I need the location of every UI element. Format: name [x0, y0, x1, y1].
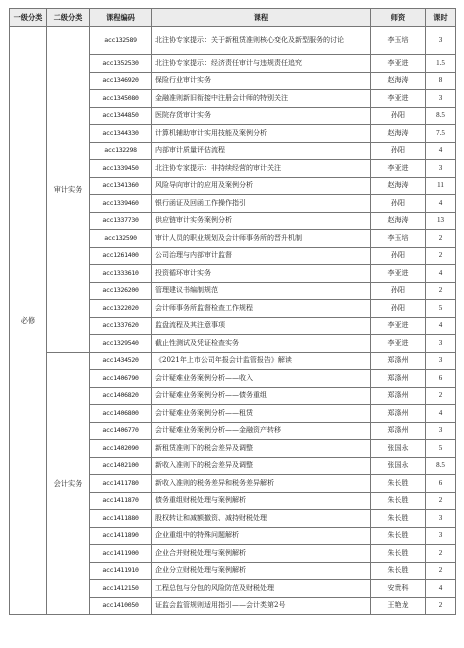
- hours-cell: 8.5: [426, 457, 456, 475]
- hours-cell: 8: [426, 72, 456, 90]
- course-name-cell: 投资循环审计实务: [152, 265, 371, 283]
- category1-cell: 必修: [10, 27, 47, 615]
- course-name-cell: 股权转让和减额撤资、减持财税处理: [152, 510, 371, 528]
- hours-cell: 3: [426, 27, 456, 55]
- course-code-cell: acc1411880: [90, 510, 152, 528]
- header-course-code: 课程编码: [90, 9, 152, 27]
- teacher-cell: 李亚进: [371, 317, 426, 335]
- teacher-cell: 张国永: [371, 457, 426, 475]
- course-name-cell: 新收入准则下的税会差异及调整: [152, 457, 371, 475]
- course-name-cell: 企业分立财税处理与案例解析: [152, 562, 371, 580]
- teacher-cell: 孙阳: [371, 247, 426, 265]
- course-code-cell: acc1411910: [90, 562, 152, 580]
- category2-cell-audit: 审计实务: [47, 27, 90, 353]
- course-name-cell: 债务重组财税处理与案例解析: [152, 492, 371, 510]
- hours-cell: 3: [426, 90, 456, 108]
- course-code-cell: acc1326200: [90, 282, 152, 300]
- hours-cell: 4: [426, 265, 456, 283]
- course-code-cell: acc1406800: [90, 405, 152, 423]
- course-name-cell: 管理建议书编制规范: [152, 282, 371, 300]
- hours-cell: 3: [426, 510, 456, 528]
- course-code-cell: acc1411870: [90, 492, 152, 510]
- course-code-cell: acc132590: [90, 230, 152, 248]
- course-code-cell: acc1344330: [90, 125, 152, 143]
- course-code-cell: acc1406770: [90, 422, 152, 440]
- course-name-cell: 会计疑难业务案例分析——收入: [152, 370, 371, 388]
- course-code-cell: acc132589: [90, 27, 152, 55]
- hours-cell: 11: [426, 177, 456, 195]
- teacher-cell: 安贵科: [371, 580, 426, 598]
- hours-cell: 3: [426, 160, 456, 178]
- course-name-cell: 会计疑难业务案例分析——金融资产转移: [152, 422, 371, 440]
- course-code-cell: acc1333610: [90, 265, 152, 283]
- teacher-cell: 孙阳: [371, 300, 426, 318]
- course-name-cell: 企业重组中的特殊问题解析: [152, 527, 371, 545]
- course-code-cell: acc1411780: [90, 475, 152, 493]
- hours-cell: 3: [426, 527, 456, 545]
- teacher-cell: 李亚进: [371, 160, 426, 178]
- hours-cell: 4: [426, 195, 456, 213]
- hours-cell: 13: [426, 212, 456, 230]
- teacher-cell: 朱长胜: [371, 492, 426, 510]
- hours-cell: 4: [426, 405, 456, 423]
- teacher-cell: 赵海涛: [371, 212, 426, 230]
- course-name-cell: 会计疑难业务案例分析——债务重组: [152, 387, 371, 405]
- teacher-cell: 赵海涛: [371, 177, 426, 195]
- hours-cell: 4: [426, 317, 456, 335]
- course-name-cell: 医院存货审计实务: [152, 107, 371, 125]
- teacher-cell: 郑涤州: [371, 422, 426, 440]
- course-code-cell: acc1261400: [90, 247, 152, 265]
- teacher-cell: 孙阳: [371, 142, 426, 160]
- header-hours: 课时: [426, 9, 456, 27]
- table-row: [10, 352, 456, 370]
- hours-cell: 1.5: [426, 55, 456, 73]
- hours-cell: 2: [426, 545, 456, 563]
- course-code-cell: acc132298: [90, 142, 152, 160]
- course-name-cell: 风险导向审计的应用及案例分析: [152, 177, 371, 195]
- course-name-cell: 银行函证及回函工作操作指引: [152, 195, 371, 213]
- course-code-cell: acc1406820: [90, 387, 152, 405]
- teacher-cell: 郑涤州: [371, 352, 426, 370]
- course-name-cell: 新收入准则的税务差异和税务差异解析: [152, 475, 371, 493]
- teacher-cell: 郑涤州: [371, 405, 426, 423]
- course-name-cell: 新租赁准则下的税会差异及调整: [152, 440, 371, 458]
- hours-cell: 4: [426, 142, 456, 160]
- hours-cell: 2: [426, 492, 456, 510]
- hours-cell: 3: [426, 335, 456, 353]
- course-name-cell: 北注协专家提示：经济责任审计与违规责任追究: [152, 55, 371, 73]
- course-name-cell: 会计师事务所监督检查工作规程: [152, 300, 371, 318]
- hours-cell: 3: [426, 352, 456, 370]
- course-code-cell: acc1434520: [90, 352, 152, 370]
- course-code-cell: acc1341360: [90, 177, 152, 195]
- teacher-cell: 李亚进: [371, 90, 426, 108]
- teacher-cell: 郑涤州: [371, 387, 426, 405]
- teacher-cell: 李亚进: [371, 335, 426, 353]
- hours-cell: 3: [426, 422, 456, 440]
- course-table: [9, 8, 456, 615]
- teacher-cell: 朱长胜: [371, 527, 426, 545]
- course-name-cell: 企业合并财税处理与案例解析: [152, 545, 371, 563]
- teacher-cell: 孙阳: [371, 107, 426, 125]
- course-name-cell: 《2021年上市公司年报会计监管报告》解读: [152, 352, 371, 370]
- teacher-cell: 赵海涛: [371, 72, 426, 90]
- course-name-cell: 公司治理与内部审计监督: [152, 247, 371, 265]
- course-code-cell: acc1329540: [90, 335, 152, 353]
- hours-cell: 6: [426, 370, 456, 388]
- course-name-cell: 北注协专家提示：非持续经营的审计关注: [152, 160, 371, 178]
- hours-cell: 5: [426, 300, 456, 318]
- teacher-cell: 张国永: [371, 440, 426, 458]
- header-category2: 二级分类: [47, 9, 90, 27]
- course-code-cell: acc1411890: [90, 527, 152, 545]
- course-code-cell: acc1322020: [90, 300, 152, 318]
- hours-cell: 2: [426, 562, 456, 580]
- course-code-cell: acc1410050: [90, 597, 152, 615]
- teacher-cell: 郑涤州: [371, 370, 426, 388]
- teacher-cell: 李亚进: [371, 55, 426, 73]
- course-code-cell: acc1339450: [90, 160, 152, 178]
- course-name-cell: 证监会监管规则适用指引——会计类第2号: [152, 597, 371, 615]
- header-row: [10, 9, 456, 27]
- hours-cell: 6: [426, 475, 456, 493]
- course-name-cell: 工程总包与分包的风险防范及财税处理: [152, 580, 371, 598]
- teacher-cell: 孙阳: [371, 282, 426, 300]
- course-name-cell: 审计人员的职业规划及会计师事务所的晋升机制: [152, 230, 371, 248]
- hours-cell: 2: [426, 597, 456, 615]
- course-name-cell: 截止性测试及凭证检查实务: [152, 335, 371, 353]
- teacher-cell: 李玉培: [371, 27, 426, 55]
- course-name-cell: 会计疑难业务案例分析——租赁: [152, 405, 371, 423]
- course-table-container: [9, 8, 455, 615]
- hours-cell: 5: [426, 440, 456, 458]
- course-name-cell: 计算机辅助审计实用技能及案例分析: [152, 125, 371, 143]
- hours-cell: 2: [426, 247, 456, 265]
- teacher-cell: 朱长胜: [371, 475, 426, 493]
- course-name-cell: 监盘流程及其注意事项: [152, 317, 371, 335]
- table-header: [10, 9, 456, 27]
- teacher-cell: 王艳龙: [371, 597, 426, 615]
- course-code-cell: acc1339460: [90, 195, 152, 213]
- course-code-cell: acc1337620: [90, 317, 152, 335]
- course-code-cell: acc1337730: [90, 212, 152, 230]
- course-code-cell: acc1402090: [90, 440, 152, 458]
- course-code-cell: acc1352530: [90, 55, 152, 73]
- teacher-cell: 李玉培: [371, 230, 426, 248]
- course-code-cell: acc1412150: [90, 580, 152, 598]
- hours-cell: 2: [426, 230, 456, 248]
- teacher-cell: 赵海涛: [371, 125, 426, 143]
- course-code-cell: acc1402100: [90, 457, 152, 475]
- course-name-cell: 内部审计质量评估流程: [152, 142, 371, 160]
- hours-cell: 4: [426, 580, 456, 598]
- course-code-cell: acc1411900: [90, 545, 152, 563]
- hours-cell: 8.5: [426, 107, 456, 125]
- course-name-cell: 北注协专家提示：关于新租赁准则核心变化及新型服务的讨论: [152, 27, 371, 55]
- category2-cell-accounting: 会计实务: [47, 352, 90, 615]
- teacher-cell: 朱长胜: [371, 562, 426, 580]
- header-category1: 一级分类: [10, 9, 47, 27]
- teacher-cell: 李亚进: [371, 265, 426, 283]
- course-code-cell: acc1344850: [90, 107, 152, 125]
- course-name-cell: 保险行业审计实务: [152, 72, 371, 90]
- course-name-cell: 供应链审计实务案例分析: [152, 212, 371, 230]
- hours-cell: 2: [426, 387, 456, 405]
- course-code-cell: acc1346920: [90, 72, 152, 90]
- course-code-cell: acc1406790: [90, 370, 152, 388]
- table-row: [10, 27, 456, 55]
- teacher-cell: 朱长胜: [371, 510, 426, 528]
- hours-cell: 2: [426, 282, 456, 300]
- table-body: [10, 27, 456, 615]
- hours-cell: 7.5: [426, 125, 456, 143]
- course-name-cell: 金融准则新旧衔接中注册会计师的特别关注: [152, 90, 371, 108]
- header-course: 课程: [152, 9, 371, 27]
- course-code-cell: acc1345080: [90, 90, 152, 108]
- teacher-cell: 孙阳: [371, 195, 426, 213]
- header-teacher: 师资: [371, 9, 426, 27]
- teacher-cell: 朱长胜: [371, 545, 426, 563]
